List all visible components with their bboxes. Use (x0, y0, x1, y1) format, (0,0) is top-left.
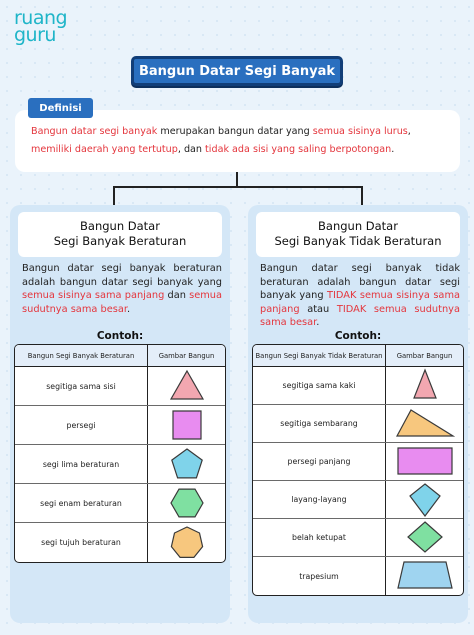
definition-box (15, 110, 460, 172)
table-header (253, 345, 463, 367)
highlight-text: memiliki daerah yang tertutup (31, 144, 178, 155)
shape-image-cell (386, 443, 463, 480)
table-row (253, 367, 463, 405)
body-text: . (316, 317, 320, 328)
shape-name: layang-layang (253, 481, 386, 518)
panel-title-irregular (256, 212, 460, 257)
shape-name: persegi panjang (253, 443, 386, 480)
highlight-text: Bangun datar segi banyak (31, 126, 158, 137)
header-shape-image: Gambar Bangun (396, 351, 453, 360)
example-table-irregular (252, 344, 464, 596)
heptagon-icon (167, 525, 207, 561)
panel-title-regular (18, 212, 222, 257)
header-shape-image: Gambar Bangun (158, 351, 215, 360)
panel-title-line1: Bangun Datar (80, 219, 160, 233)
header-shape-name: Bangun Segi Banyak Beraturan (15, 345, 148, 366)
body-text: dan (164, 290, 190, 301)
example-table-regular (14, 344, 226, 563)
table-row (15, 367, 225, 406)
triangle-equilateral-shape (171, 371, 203, 399)
shape-name: belah ketupat (253, 519, 386, 556)
shape-image-cell (148, 367, 225, 405)
body-text: atau (299, 303, 337, 315)
body-text: merupakan bangun datar yang (157, 126, 313, 137)
panel-description-irregular (260, 262, 460, 330)
trapezoid-shape (398, 562, 452, 588)
table-row (15, 445, 225, 484)
ruangguru-logo (14, 7, 68, 46)
triangle-scalene-icon (395, 406, 455, 442)
rectangle-shape (398, 448, 452, 474)
table-header (15, 345, 225, 367)
panel-irregular-polygon (248, 205, 468, 623)
shape-image-cell (386, 557, 463, 595)
table-body (15, 367, 225, 562)
triangle-isosceles-icon (405, 368, 445, 404)
kite-icon (405, 482, 445, 518)
shape-name: segi tujuh beraturan (15, 523, 148, 562)
rhombus-shape (408, 522, 442, 552)
hexagon-icon (167, 485, 207, 521)
page-title: Bangun Datar Segi Banyak (131, 56, 343, 86)
shape-image-cell (148, 445, 225, 483)
shape-name: trapesium (253, 557, 386, 595)
shape-image-cell (386, 367, 463, 404)
body-text: Bangun datar segi banyak tidak beraturan adalah bangun datar segi banyak yang (260, 263, 460, 301)
definition-text (31, 126, 411, 155)
shape-name: segitiga sama sisi (15, 367, 148, 405)
kite-shape (410, 484, 440, 516)
pentagon-icon (167, 446, 207, 482)
body-text: . (126, 303, 131, 315)
table-row (15, 406, 225, 445)
table-row (253, 557, 463, 595)
table-row (15, 523, 225, 562)
rectangle-icon (395, 444, 455, 480)
highlight-text: TIDAK semua sisinya sama panjang (260, 290, 460, 315)
rhombus-icon (405, 520, 445, 556)
table-row (253, 405, 463, 443)
triangle-scalene-shape (397, 410, 453, 436)
highlight-text: semua sudutnya sama besar (22, 290, 222, 315)
body-text: , (407, 126, 411, 137)
logo-line-2: guru (14, 24, 56, 46)
shape-name: segi lima beraturan (15, 445, 148, 483)
hexagon-shape (171, 489, 203, 517)
body-text: , dan (177, 144, 206, 155)
highlight-text: semua sisinya sama panjang (22, 290, 165, 301)
square-icon (167, 407, 207, 443)
body-text: . (391, 144, 395, 155)
triangle-isosceles-shape (414, 370, 436, 398)
square-shape (173, 411, 201, 439)
table-row (253, 443, 463, 481)
example-heading: Contoh: (334, 330, 382, 342)
panel-title-line2: Segi Banyak Beraturan (53, 234, 187, 248)
table-row (253, 481, 463, 519)
shape-name: segitiga sama kaki (253, 367, 386, 404)
triangle-equilateral-icon (167, 368, 207, 404)
example-heading: Contoh: (96, 330, 144, 342)
shape-image-cell (386, 519, 463, 556)
table-body (253, 367, 463, 595)
pentagon-shape (171, 449, 201, 478)
header-shape-name: Bangun Segi Banyak Tidak Beraturan (253, 345, 386, 366)
shape-image-cell (148, 484, 225, 522)
panel-description-regular (22, 262, 222, 316)
shape-image-cell (386, 405, 463, 442)
highlight-text: semua sisinya lurus (312, 126, 408, 137)
shape-image-cell (386, 481, 463, 518)
heptagon-shape (171, 527, 202, 557)
definition-label: Definisi (28, 98, 93, 118)
table-row (253, 519, 463, 557)
table-row (15, 484, 225, 523)
panel-title-line1: Bangun Datar (318, 219, 398, 233)
panel-regular-polygon (10, 205, 230, 623)
highlight-text: tidak ada sisi yang saling berpotongan (205, 144, 392, 155)
shape-name: persegi (15, 406, 148, 444)
panel-title-line2: Segi Banyak Tidak Beraturan (274, 234, 442, 248)
tree-connector-horizontal (113, 186, 363, 188)
trapezoid-icon (395, 558, 455, 594)
body-text: Bangun datar segi banyak beraturan adalah bangun datar segi banyak yang (22, 263, 222, 288)
shape-name: segitiga sembarang (253, 405, 386, 442)
highlight-text: TIDAK semua sudutnya sama besar (260, 303, 460, 328)
shape-image-cell (148, 523, 225, 562)
shape-image-cell (148, 406, 225, 444)
logo-line-1: ruang (14, 7, 68, 29)
shape-name: segi enam beraturan (15, 484, 148, 522)
